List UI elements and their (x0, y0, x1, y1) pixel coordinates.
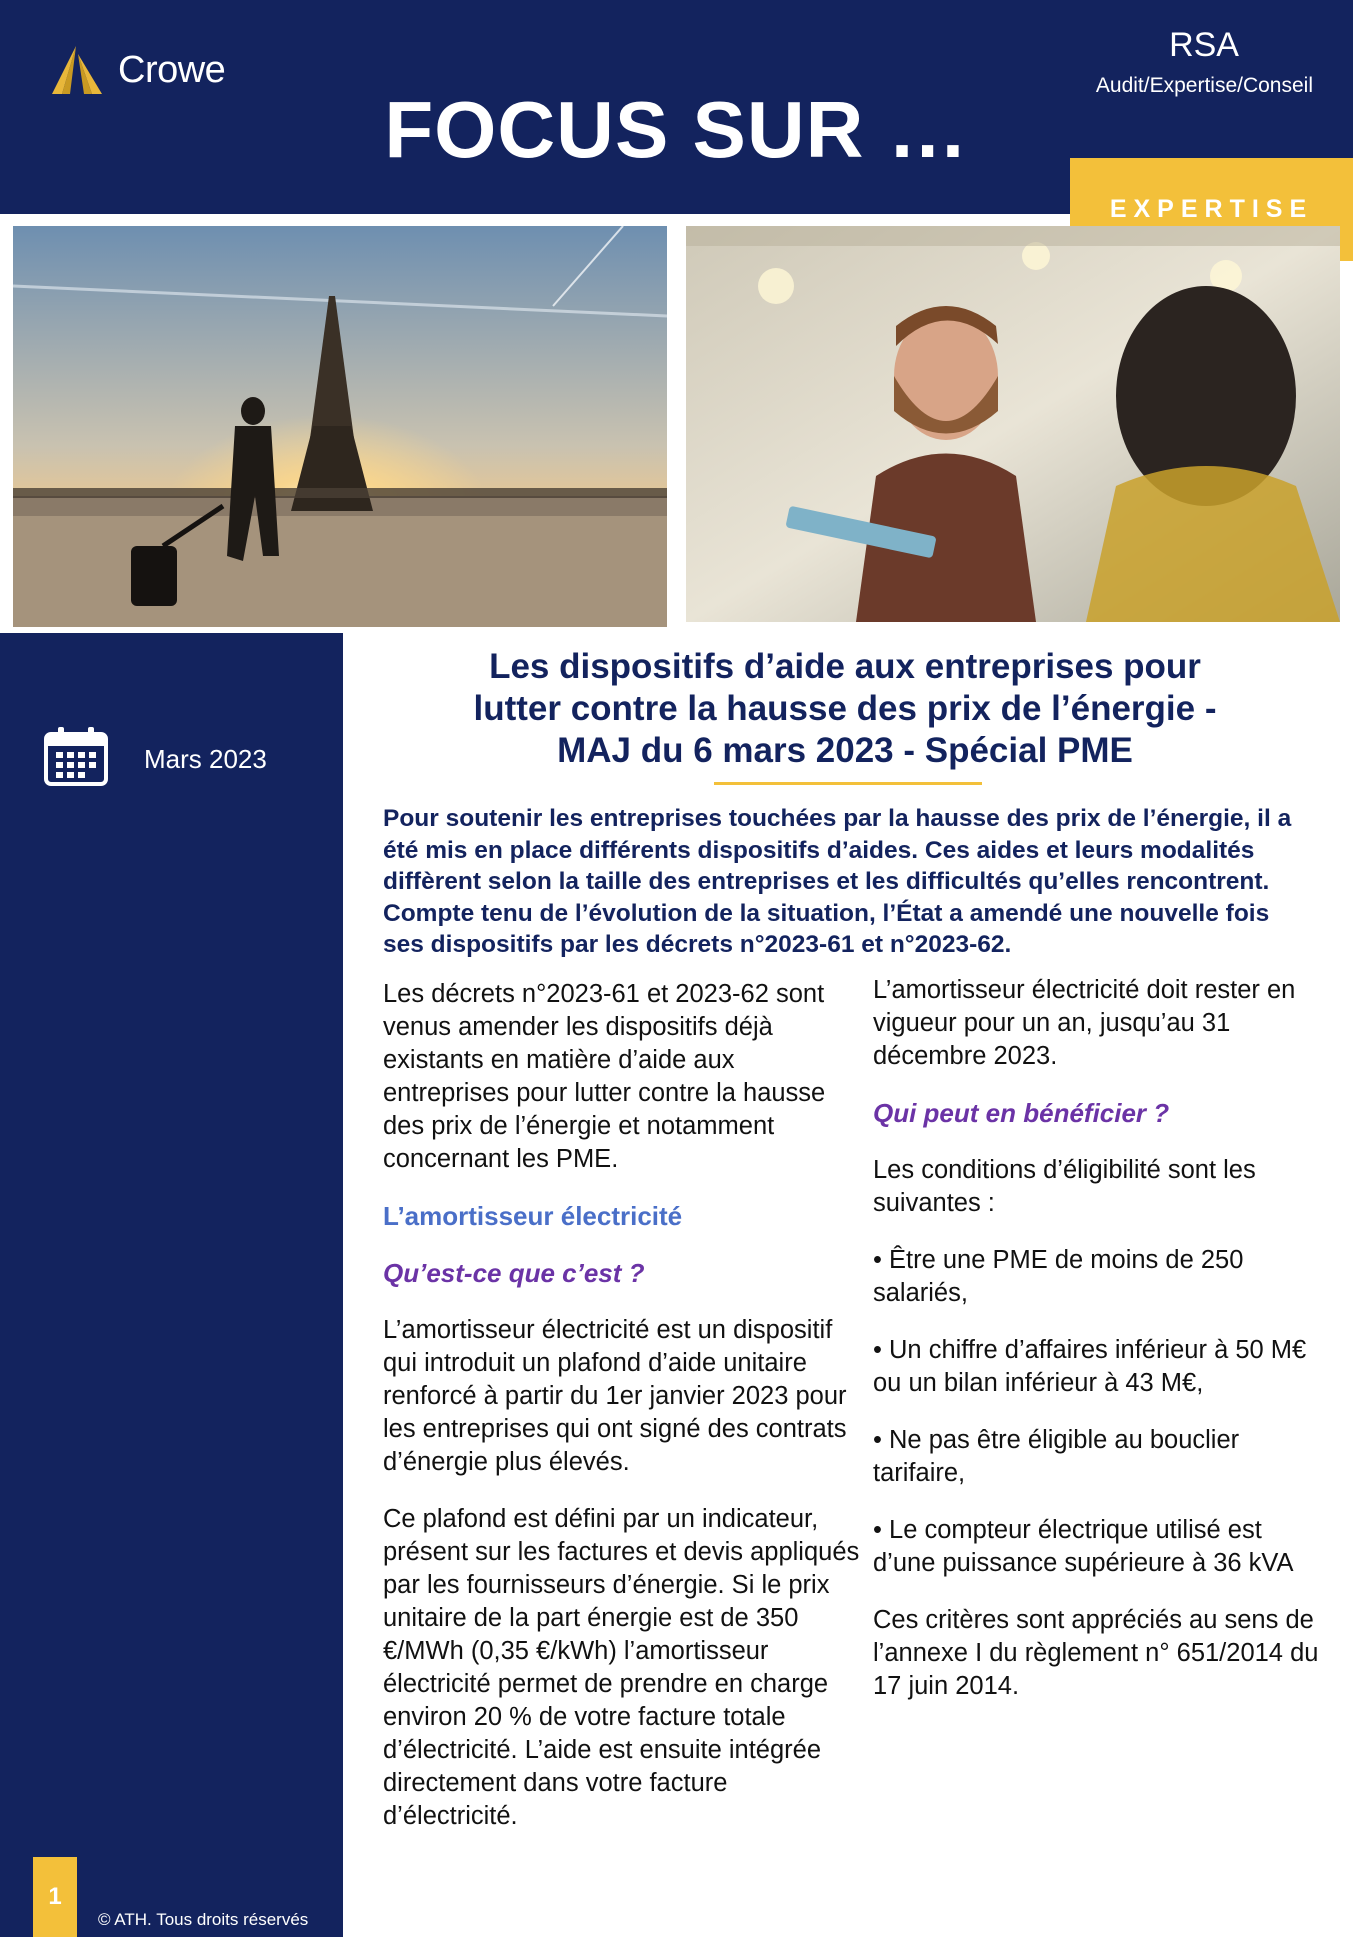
paragraph: Les décrets n°2023-61 et 2023-62 sont venus amender les dispositifs déjà existants en matière d’aide aux entreprises pour lutter contre la hausse des prix de l’énergie et notamment concernant les PME. (383, 980, 826, 1173)
paragraph: Ces critères sont appréciés au sens de l’annexe I du règlement n° 651/2014 du 17 juin 2014. (873, 1606, 1319, 1700)
article-title-line: lutter contre la hausse des prix de l’énergie - (473, 689, 1217, 728)
paragraph: L’amortisseur électricité est un dispositif qui introduit un plafond d’aide unitaire renforcé à partir du 1er janvier 2023 pour les entreprises qui ont signé des contrats d’énergie plus élevés. (383, 1316, 847, 1476)
firm-name: RSA (1169, 26, 1239, 64)
eiffel-tower-photo (13, 226, 667, 627)
article-intro: Pour soutenir les entreprises touchées par la hausse des prix de l’énergie, il a été mis en place différents dispositifs d’aides. Ces aides et leurs modalités diffèrent selon la taille des entreprises et les difficultés qu’elles rencontrent. Compte tenu de l’évolution de la situation, l’État a amendé une nouvelle fois ses dispositifs par les décrets n°2023-61 et n°2023-62. (383, 805, 1292, 958)
copyright-notice: © ATH. Tous droits réservés (98, 1910, 309, 1929)
firm-tagline: Audit/Expertise/Conseil (1095, 74, 1313, 97)
page-title: FOCUS SUR … (384, 85, 969, 174)
bullet-item: • Un chiffre d’affaires inférieur à 50 M€ ou un bilan inférieur à 43 M€, (873, 1336, 1307, 1397)
subsection-heading: Qui peut en bénéficier ? (873, 1098, 1170, 1128)
article-title (400, 646, 1290, 772)
column-left (383, 978, 863, 1857)
article-title-line: MAJ du 6 mars 2023 - Spécial PME (557, 731, 1133, 770)
paragraph: Ce plafond est défini par un indicateur, présent sur les factures et devis appliqués par les fournisseurs d’énergie. Si le prix unitaire de la part énergie est de 350 €/MWh (0,35 €/kWh) l’amortisseur électricité permet de prendre en charge environ 20 % de votre facture totale d’électricité. L’aide est ensuite intégrée directement dans votre facture d’électricité. (383, 1505, 860, 1830)
paragraph: Les conditions d’éligibilité sont les suivantes : (873, 1156, 1256, 1217)
logo-text: Crowe (118, 48, 226, 91)
bullet-item: • Être une PME de moins de 250 salariés, (873, 1246, 1244, 1307)
article-title-line: Les dispositifs d’aide aux entreprises pour (489, 647, 1201, 686)
category-badge: EXPERTISE (1070, 158, 1353, 261)
section-heading: L’amortisseur électricité (383, 1201, 683, 1231)
bullet-item: • Ne pas être éligible au bouclier tarifaire, (873, 1426, 1240, 1487)
column-right (873, 974, 1323, 1727)
subsection-heading: Qu’est-ce que c’est ? (383, 1258, 645, 1288)
publication-date: Mars 2023 (144, 744, 267, 774)
title-divider (714, 782, 982, 785)
calendar-icon (44, 726, 108, 786)
paragraph: L’amortisseur électricité doit rester en vigueur pour un an, jusqu’au 31 décembre 2023. (873, 976, 1296, 1070)
sidebar (0, 633, 343, 1937)
page-number: 1 (33, 1857, 77, 1937)
business-meeting-photo (686, 226, 1340, 622)
bullet-item: • Le compteur électrique utilisé est d’une puissance supérieure à 36 kVA (873, 1516, 1294, 1577)
